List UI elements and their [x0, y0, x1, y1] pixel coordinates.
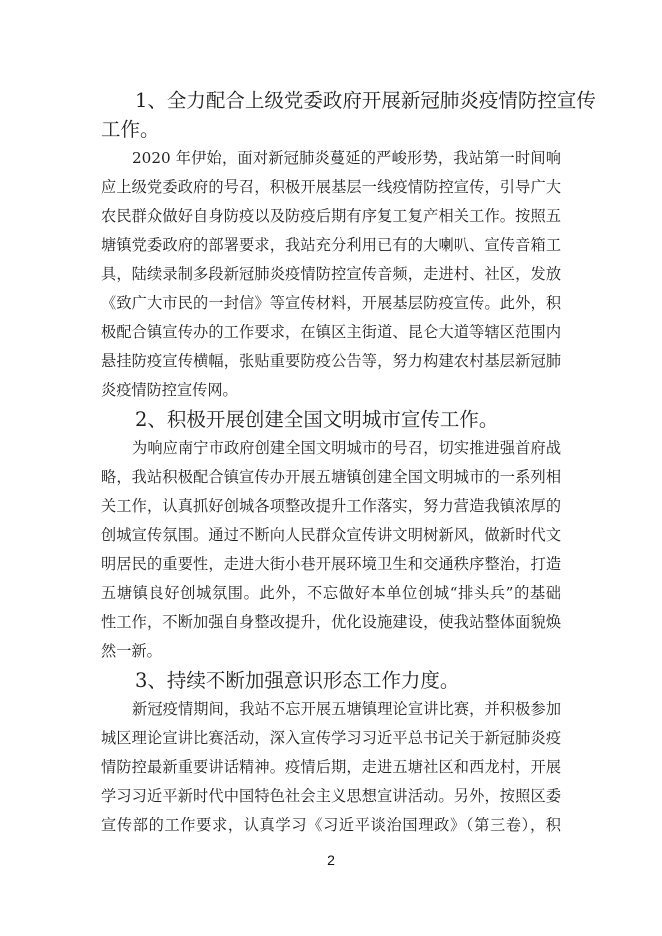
paragraph-line: 炎疫情防控宣传网。	[101, 381, 238, 399]
paragraph-line: 极配合镇宣传办的工作要求，在镇区主街道、昆仑大道等辖区范围内	[101, 323, 561, 341]
paragraph-line: 创城宣传氛围。通过不断向人民群众宣传讲文明树新风，做新时代文	[101, 526, 561, 544]
paragraph-line: 具，陆续录制多段新冠肺炎疫情防控宣传音频，走进村、社区，发放	[101, 265, 561, 283]
paragraph-line: 悬挂防疫宣传横幅，张贴重要防疫公告等，努力构建农村基层新冠肺	[101, 352, 561, 370]
paragraph-line: 应上级党委政府的号召，积极开展基层一线疫情防控宣传，引导广大	[101, 178, 561, 196]
section-heading: 2、积极开展创建全国文明城市宣传工作。	[135, 408, 499, 431]
section-2	[101, 405, 561, 666]
paragraph-line: 关工作，认真抓好创城各项整改提升工作落实，努力营造我镇浓厚的	[101, 497, 561, 515]
paragraph-line: 略，我站积极配合镇宣传办开展五塘镇创建全国文明城市的一系列相	[101, 468, 561, 486]
paragraph-line: 五塘镇良好创城氛围。此外，不忘做好本单位创城“排头兵”的基础	[101, 584, 561, 602]
section-3	[101, 666, 561, 840]
section-heading: 1、全力配合上级党委政府开展新冠肺炎疫情防控宣传	[135, 89, 596, 112]
paragraph-line: 明居民的重要性，走进大街小巷开展环境卫生和交通秩序整治，打造	[101, 555, 561, 573]
paragraph-line: 性工作，不断加强自身整改提升，优化设施建设，使我站整体面貌焕	[101, 613, 561, 631]
paragraph-line: 城区理论宣讲比赛活动，深入宣传学习习近平总书记关于新冠肺炎疫	[101, 729, 561, 747]
page-number: 2	[327, 852, 335, 868]
paragraph-line: 为响应南宁市政府创建全国文明城市的号召，切实推进强首府战	[132, 439, 561, 457]
section-1	[101, 86, 596, 405]
paragraph-line: 学习习近平新时代中国特色社会主义思想宣讲活动。另外，按照区委	[101, 787, 561, 805]
paragraph-line: 塘镇党委政府的部署要求，我站充分利用已有的大喇叭、宣传音箱工	[101, 236, 561, 254]
section-heading: 工作。	[101, 118, 160, 141]
section-heading: 3、持续不断加强意识形态工作力度。	[135, 669, 460, 692]
paragraph-line: 新冠疫情期间，我站不忘开展五塘镇理论宣讲比赛，并积极参加	[132, 700, 561, 718]
paragraph-line: 宣传部的工作要求，认真学习《习近平谈治国理政》（第三卷），积	[101, 816, 561, 834]
paragraph-line: 农民群众做好自身防疫以及防疫后期有序复工复产相关工作。按照五	[101, 207, 561, 225]
paragraph-line: 2020 年伊始，面对新冠肺炎蔓延的严峻形势，我站第一时间响	[132, 149, 561, 167]
paragraph-line: 然一新。	[101, 642, 162, 660]
document-body	[101, 86, 596, 840]
paragraph-line: 《致广大市民的一封信》等宣传材料，开展基层防疫宣传。此外，积	[101, 294, 561, 312]
paragraph-line: 情防控最新重要讲话精神。疫情后期，走进五塘社区和西龙村，开展	[101, 758, 561, 776]
